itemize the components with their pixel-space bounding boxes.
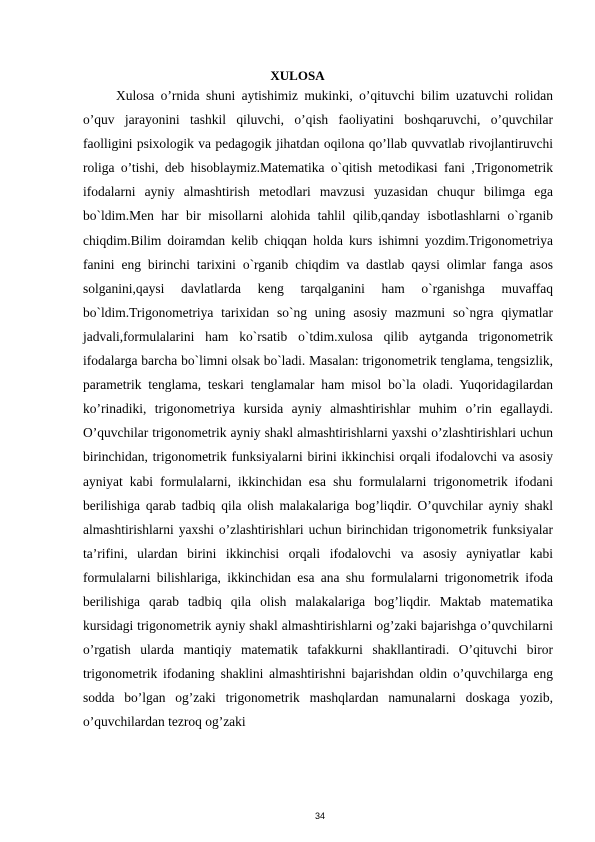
body-paragraph: Xulosa o’rnida shuni aytishimiz mukinki, o’qituvchi bilim uzatuvchi rolidan o’quv jarayonini tashkil qiluvchi, o’qish faoliyatini boshqaruvchi, o’quvchilar faolligini psixologik va pedagogik jihatdan oqilona qo’llab quvvatlab rivojlantiruvchi roliga o’tishi, deb hisoblaymiz.Matematika o`qitish metodikasi fani ,Trigonometrik ifodalarni ayniy almashtirish metodlari mavzusi yuzasidan chuqur bilimga ega bo`ldim.Men har bir misollarni alohida tahlil qilib,qanday isbotlashlarni o`rganib chiqdim.Bilim doiramdan kelib chiqqan holda kurs ishimni yozdim.Trigonometriya fanini eng birinchi tarixini o`rganib chiqdim va dastlab qaysi olimlar fanga asos solganini,qaysi davlatlarda keng tarqalganini ham o`rganishga muvaffaq bo`ldim.Trigonometriya tarixidan so`ng uning asosiy mazmuni so`ngra qiymatlar jadvali,formulalarini ham ko`rsatib o`tdim.xulosa qilib aytganda trigonometrik ifodalarga barcha bo`limni olsak bo`ladi. Masalan: trigonometrik tenglama, tengsizlik, parametrik tenglama, teskari tenglamalar ham misol bo`la oladi. Yuqoridagilardan ko’rinadiki, trigonometriya kursida ayniy almashtirishlar muhim o’rin egallaydi. O’quvchilar trigonometrik ayniy shakl almashtirishlarni yaxshi o’zlashtirishlari uchun birinchidan, trigonometrik funksiyalarni birini ikkinchisi orqali ifodalovchi va asosiy ayniyat kabi formulalarni, ikkinchidan esa shu formulalarni trigonometrik ifodani berilishiga qarab tadbiq qila olish malakalariga bog’liqdir. O’quvchilar ayniy shakl almashtirishlarni yaxshi o’zlashtirishlari uchun birinchidan trigonometrik funksiyalar ta’rifini, ulardan birini ikkinchisi orqali ifodalovchi va asosiy ayniyatlar kabi formulalarni bilishlariga, ikkinchidan esa ana shu formulalarni trigonometrik ifoda berilishiga qarab tadbiq qila olish malakalariga bog’liqdir. Maktab matematika kursidagi trigonometrik ayniy shakl almashtirishlarni og’zaki bajarishga o’quvchilarni o’rgatish ularda mantiqiy matematik tafakkurni shakllantiradi. O’qituvchi biror trigonometrik ifodaning shaklini almashtirishni bajarishdan oldin o’quvchilarga eng sodda bo’lgan og’zaki trigonometrik mashqlardan namunalarni doskaga yozib, o’quvchilardan tezroq og’zaki xyxy=(83,88,553,730)
page-number: 34 xyxy=(314,811,325,821)
section-title: XULOSA xyxy=(270,68,325,83)
